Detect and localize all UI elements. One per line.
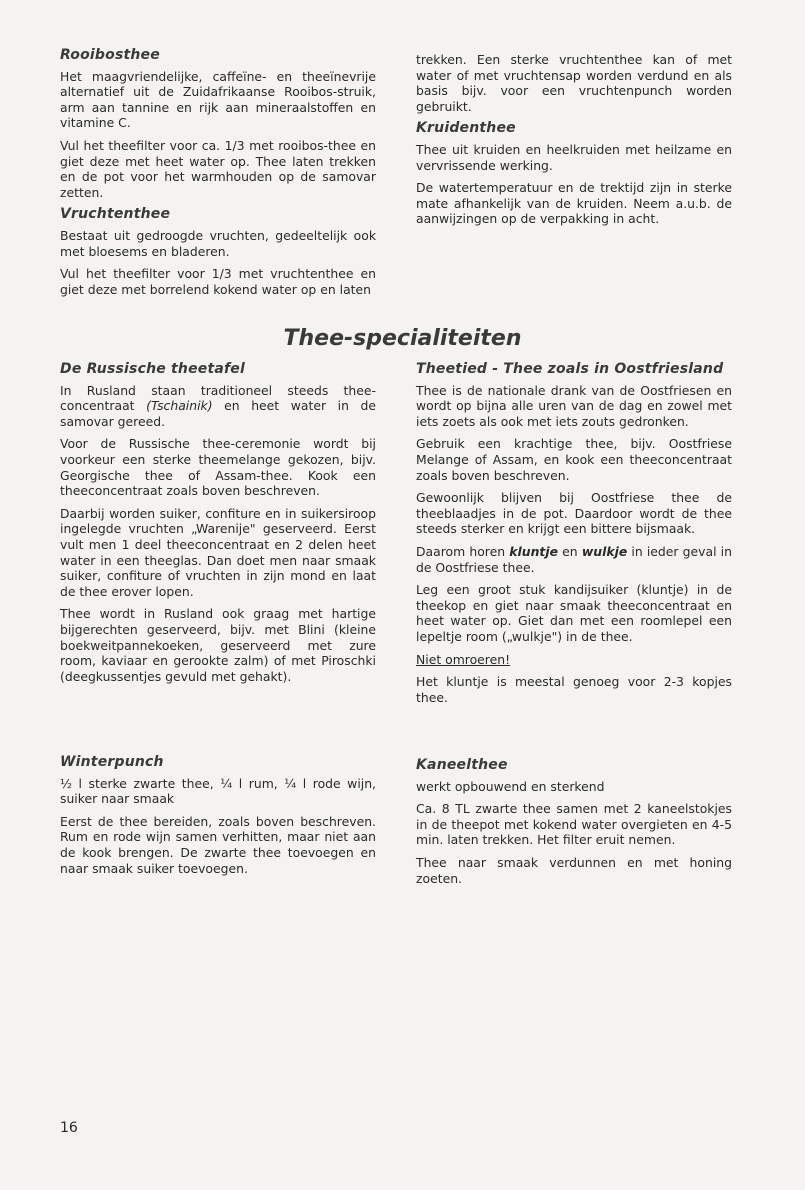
rooibos-paragraph-1: Het maagvriendelijke, caffeïne- en theeïnevrije alternatief uit de Zuidafrikaanse Rooibos-struik, arm aan tannine en rijk aan mineraalstoffen en vitamine C.: [60, 68, 376, 131]
russisch-p1-text-a: In Rusland staan traditioneel steeds thee-concentraat: [60, 382, 376, 414]
heading-vruchtenthee: Vruchtenthee: [60, 206, 171, 223]
oostfriesland-paragraph-5: Leg een groot stuk kandijsuiker (kluntje) in de theekop en giet naar smaak theeconcentraat en heet water op. Giet dan met een roomlepel een lepeltje room („wulkje") in de thee.: [416, 582, 732, 644]
kruidenthee-paragraph-2: De watertemperatuur en de trektijd zijn in sterke mate afhankelijk van de kruiden. Neem a.u.b. de aanwijzingen op de verpakking in acht.: [416, 180, 732, 227]
oostfriesland-paragraph-6: Niet omroeren!: [416, 651, 511, 667]
left-column-top: [60, 48, 376, 304]
right-column-bottom: [416, 758, 732, 893]
heading-theetied-oostfriesland: Theetied - Thee zoals in Oostfriesland: [416, 361, 724, 377]
oostfriesland-paragraph-4: [416, 544, 732, 575]
russisch-paragraph-2: Voor de Russische thee-ceremonie wordt bij voorkeur een sterke theemelange gekozen, bijv. Georgische thee of Assam-thee. Kook een theeconcentraat zoals boven beschreven.: [60, 436, 376, 499]
oostfriesland-paragraph-7: Het kluntje is meestal genoeg voor 2-3 kopjes thee.: [416, 674, 732, 705]
winterpunch-paragraph-1: ½ l sterke zwarte thee, ¼ l rum, ¼ l rode wijn, suiker naar smaak: [60, 775, 376, 807]
section-title: Thee-specialiteiten: [283, 326, 522, 351]
vruchtenthee-paragraph-3: trekken. Een sterke vruchtenthee kan of met water of met vruchtensap worden verdund en als basis bijv. voor een vruchtenpunch worden gebruikt.: [416, 52, 732, 114]
oostfriesland-paragraph-3: Gewoonlijk blijven bij Oostfriese thee de theeblaadjes in de pot. Daardoor wordt de thee steeds sterker en krijgt een bittere bijsmaak.: [416, 490, 732, 537]
rooibos-paragraph-2: Vul het theefilter voor ca. 1/3 met rooibos-thee en giet deze met heet water op. Thee laten trekken en de pot voor het warmhouden op de samovar zetten.: [60, 137, 376, 200]
oostfriesland-p4-text-e: in ieder geval in de Oostfriese thee.: [416, 543, 732, 575]
kaneelthee-paragraph-3: Thee naar smaak verdunnen en met honing zoeten.: [416, 854, 732, 886]
heading-kaneelthee: Kaneelthee: [416, 757, 508, 773]
russisch-paragraph-1: [60, 383, 376, 430]
page-number: 16: [60, 1120, 78, 1136]
heading-winterpunch: Winterpunch: [60, 754, 164, 770]
oostfriesland-p4-kluntje: kluntje: [509, 543, 558, 559]
vruchtenthee-paragraph-2: Vul het theefilter voor 1/3 met vruchtenthee en giet deze met borrelend kokend water op en laten: [60, 266, 376, 297]
heading-rooibos: Rooibosthee: [60, 47, 160, 63]
russisch-paragraph-3: Daarbij worden suiker, confiture en in suikersiroop ingelegde vruchten „Warenije" geserveerd. Eerst vult men 1 deel theeconcentraat en 2 delen heet water in een theeglas. Dan doet men naar smaak suiker, confiture of vruchten in zijn mond en laat de thee erover lopen.: [60, 505, 376, 599]
heading-kruidenthee: Kruidenthee: [416, 120, 516, 137]
left-column-bottom: [60, 755, 376, 883]
heading-russische-theetafel: De Russische theetafel: [60, 361, 245, 377]
kaneelthee-paragraph-2: Ca. 8 TL zwarte thee samen met 2 kaneelstokjes in de theepot met kokend water overgieten en 4-5 min. laten trekken. Het filter eruit nemen.: [416, 801, 732, 848]
right-column-top: [416, 52, 732, 234]
russisch-p1-text-c: en heet water in de samovar gereed.: [60, 398, 376, 429]
oostfriesland-p4-text-a: Daarom horen: [416, 543, 506, 559]
oostfriesland-paragraph-2: Gebruik een krachtige thee, bijv. Oostfriese Melange of Assam, en kook een theeconcentraat zoals boven beschreven.: [416, 436, 732, 483]
russisch-p1-tschainik: (Tschainik): [146, 398, 213, 414]
winterpunch-paragraph-2: Eerst de thee bereiden, zoals boven beschreven. Rum en rode wijn samen verhitten, maar niet aan de kook brengen. De zwarte thee toevoegen en naar smaak suiker toevoegen.: [60, 813, 376, 876]
kaneelthee-paragraph-1: werkt opbouwend en sterkend: [416, 778, 605, 794]
left-column-middle: [60, 362, 376, 691]
oostfriesland-p4-text-c: en: [562, 543, 578, 559]
oostfriesland-paragraph-1: Thee is de nationale drank van de Oostfriesen en wordt op bijna alle uren van de dag en zowel met iets zoets als ook met iets zouts gedronken.: [416, 382, 732, 429]
kruidenthee-paragraph-1: Thee uit kruiden en heelkruiden met heilzame en vervrissende werking.: [416, 141, 732, 173]
vruchtenthee-paragraph-1: Bestaat uit gedroogde vruchten, gedeeltelijk ook met bloesems en bladeren.: [60, 227, 376, 259]
oostfriesland-p4-wulkje: wulkje: [581, 543, 628, 559]
russisch-paragraph-4: Thee wordt in Rusland ook graag met hartige bijgerechten geserveerd, bijv. met Blini (kleine boekweitpannekoeken, geserveerd met zure room, kaviaar en gerookte zalm) of met Piroschki (deegkussentjes gevuld met gehakt).: [60, 606, 376, 684]
right-column-middle: [416, 362, 732, 712]
